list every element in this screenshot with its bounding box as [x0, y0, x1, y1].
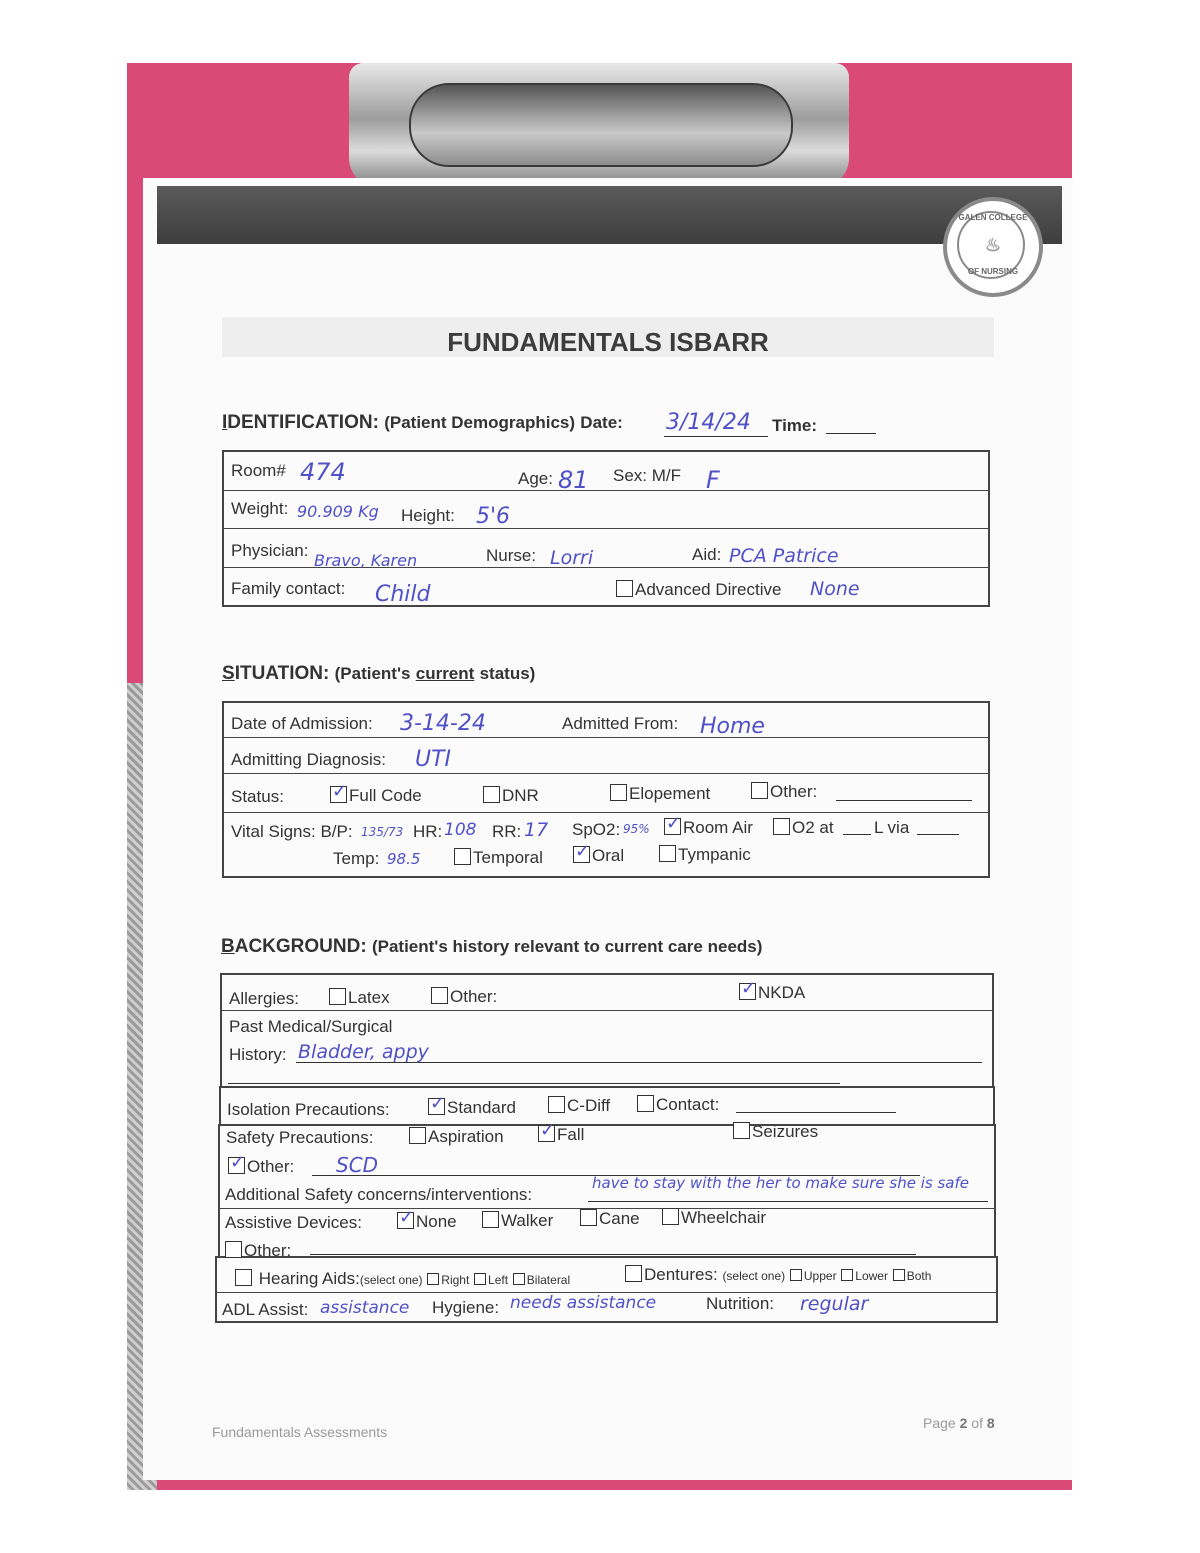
hr-label: HR:: [413, 822, 443, 841]
bilateral-checkbox[interactable]: [513, 1273, 525, 1285]
sex-value[interactable]: F: [706, 466, 720, 494]
seal-top-text: GALEN COLLEGE: [958, 213, 1028, 222]
checkbox-icon[interactable]: [225, 1241, 242, 1258]
checkbox-icon[interactable]: [637, 1095, 654, 1112]
college-seal-logo: GALEN COLLEGE ♨ OF NURSING: [943, 197, 1043, 297]
pmh-history-label: History:: [229, 1045, 287, 1064]
safety-other-value[interactable]: SCD: [336, 1153, 379, 1177]
checkbox-icon[interactable]: [482, 1211, 499, 1228]
allergy-other-option[interactable]: Other:: [431, 987, 497, 1007]
nurse-label: Nurse:: [486, 546, 537, 565]
hearing-aids-row: Hearing Aids:(select one) Right Left Bilateral: [235, 1269, 570, 1289]
identification-heading: IDENTIFICATION: (Patient Demographics) Date:: [222, 412, 623, 433]
assistive-devices-label: Assistive Devices:: [225, 1213, 362, 1232]
checkbox-icon[interactable]: [610, 784, 627, 801]
pmh-value[interactable]: Bladder, appy: [298, 1041, 429, 1063]
form-title: FUNDAMENTALS ISBARR: [447, 327, 769, 357]
room-air-option[interactable]: ✓ Room Air: [664, 818, 753, 838]
checkbox-checked-icon[interactable]: [228, 1157, 245, 1174]
walker-option[interactable]: Walker: [482, 1211, 553, 1231]
fall-option[interactable]: ✓ Fall: [538, 1125, 584, 1145]
diagnosis-value[interactable]: UTI: [415, 747, 452, 772]
standard-option[interactable]: ✓ Standard: [428, 1098, 516, 1118]
footer-title: Fundamentals Assessments: [212, 1424, 388, 1440]
checkbox-icon[interactable]: [548, 1096, 565, 1113]
checkbox-icon[interactable]: [662, 1208, 679, 1225]
hygiene-label: Hygiene:: [432, 1298, 500, 1317]
allergies-label: Allergies:: [229, 989, 299, 1008]
nurse-value[interactable]: Lorri: [550, 547, 594, 569]
date-value[interactable]: 3/14/24: [666, 410, 751, 435]
checkbox-icon[interactable]: [431, 987, 448, 1004]
checkbox-icon[interactable]: [751, 782, 768, 799]
adl-assist-value[interactable]: assistance: [320, 1298, 410, 1318]
checkbox-icon[interactable]: [454, 848, 471, 865]
dentures-row: Dentures: (select one) Upper Lower Both: [625, 1265, 931, 1285]
hr-value[interactable]: 108: [444, 820, 477, 840]
status-other-option[interactable]: Other:: [751, 782, 817, 802]
rr-label: RR:: [492, 822, 522, 841]
admitted-from-label: Admitted From:: [562, 714, 679, 733]
contact-option[interactable]: Contact:: [637, 1095, 719, 1115]
situation-heading: SITUATION: (Patient's current status): [222, 663, 536, 684]
admitted-from-value[interactable]: Home: [700, 714, 765, 739]
adl-assist-label: ADL Assist:: [222, 1300, 309, 1319]
family-contact-label: Family contact:: [231, 579, 346, 598]
checkbox-icon[interactable]: [773, 818, 790, 835]
nutrition-value[interactable]: regular: [800, 1293, 869, 1315]
room-label: Room#: [231, 461, 286, 480]
additional-safety-value[interactable]: have to stay with the her to make sure she is safe: [592, 1174, 969, 1192]
aid-label: Aid:: [692, 545, 722, 564]
nkda-option[interactable]: ✓ NKDA: [739, 983, 805, 1003]
additional-safety-label: Additional Safety concerns/interventions:: [225, 1185, 533, 1204]
checkbox-checked-icon[interactable]: [397, 1212, 414, 1229]
family-contact-value[interactable]: Child: [375, 582, 431, 607]
status-other-field[interactable]: [836, 800, 972, 801]
physician-value[interactable]: Bravo, Karen: [314, 551, 418, 570]
page-indicator: Page 2 of 8: [923, 1415, 995, 1431]
physician-label: Physician:: [231, 541, 309, 560]
aid-value[interactable]: PCA Patrice: [729, 545, 839, 567]
height-value[interactable]: 5'6: [476, 504, 511, 529]
checkbox-checked-icon[interactable]: [573, 846, 590, 863]
checkbox-icon[interactable]: [733, 1122, 750, 1139]
l-via-label: L via: [874, 818, 910, 837]
time-field[interactable]: [826, 433, 876, 434]
checkbox-checked-icon[interactable]: [664, 818, 681, 835]
advanced-directive-value[interactable]: None: [810, 578, 860, 600]
height-label: Height:: [401, 506, 455, 525]
checkbox-checked-icon[interactable]: [538, 1125, 555, 1142]
checkbox-checked-icon[interactable]: [739, 983, 756, 1000]
safety-other-option[interactable]: ✓Other:: [228, 1157, 294, 1177]
isolation-label: Isolation Precautions:: [227, 1100, 390, 1119]
clipboard-clip: [349, 63, 849, 188]
pmh-label: Past Medical/Surgical: [229, 1017, 393, 1036]
checkbox-icon[interactable]: [483, 786, 500, 803]
temp-label: Temp:: [333, 849, 380, 868]
room-value[interactable]: 474: [300, 458, 346, 486]
age-label: Age:: [518, 469, 553, 488]
checkbox-icon[interactable]: [659, 845, 676, 862]
time-label: Time:: [772, 416, 818, 435]
diagnosis-label: Admitting Diagnosis:: [231, 750, 386, 769]
elopement-option[interactable]: Elopement: [610, 784, 710, 804]
none-option[interactable]: ✓ None: [397, 1212, 457, 1232]
seal-bottom-text: OF NURSING: [967, 267, 1019, 276]
aspiration-option[interactable]: Aspiration: [409, 1127, 504, 1147]
both-checkbox[interactable]: [893, 1269, 905, 1281]
dnr-option[interactable]: DNR: [483, 786, 539, 806]
wheelchair-option[interactable]: Wheelchair: [662, 1208, 766, 1228]
bp-value[interactable]: 135/73: [361, 825, 404, 839]
vitals-label: Vital Signs: B/P:: [231, 822, 353, 841]
checkbox-checked-icon[interactable]: [428, 1098, 445, 1115]
weight-label: Weight:: [231, 499, 289, 518]
latex-option[interactable]: Latex: [329, 988, 390, 1008]
safety-label: Safety Precautions:: [226, 1128, 374, 1147]
o2-option[interactable]: O2 at: [773, 818, 834, 838]
checkbox-icon[interactable]: [616, 580, 633, 597]
checkbox-checked-icon[interactable]: [330, 786, 347, 803]
checkbox-icon[interactable]: [329, 988, 346, 1005]
seizures-option[interactable]: Seizures: [733, 1122, 818, 1142]
admission-date-label: Date of Admission:: [231, 714, 373, 733]
checkbox-icon[interactable]: [409, 1127, 426, 1144]
admission-date-value[interactable]: 3-14-24: [400, 711, 486, 736]
cdiff-option[interactable]: C-Diff: [548, 1096, 610, 1116]
rr-value[interactable]: 17: [524, 819, 549, 841]
tympanic-option[interactable]: Tympanic: [659, 845, 751, 865]
nutrition-label: Nutrition:: [706, 1294, 775, 1313]
assistive-other-option[interactable]: Other:: [225, 1241, 291, 1261]
weight-value[interactable]: 90.909 Kg: [297, 502, 379, 521]
temporal-option[interactable]: Temporal: [454, 848, 543, 868]
oral-option[interactable]: ✓ Oral: [573, 846, 624, 866]
full-code-option[interactable]: ✓ Full Code: [330, 786, 422, 806]
right-checkbox[interactable]: [427, 1273, 439, 1285]
sex-label: Sex: M/F: [613, 466, 682, 485]
hearing-aids-checkbox[interactable]: [235, 1269, 252, 1286]
checkbox-icon[interactable]: [580, 1209, 597, 1226]
cane-option[interactable]: Cane: [580, 1209, 640, 1229]
advanced-directive-checkbox[interactable]: Advanced Directive: [616, 580, 781, 600]
age-value[interactable]: 81: [558, 466, 589, 494]
spo2-value[interactable]: 95%: [623, 822, 650, 836]
dentures-checkbox[interactable]: [625, 1265, 642, 1282]
left-checkbox[interactable]: [474, 1273, 486, 1285]
background-heading: BACKGROUND: (Patient's history relevant to current care needs): [221, 936, 763, 957]
header-bar: [157, 186, 1062, 244]
lower-checkbox[interactable]: [841, 1269, 853, 1281]
hygiene-value[interactable]: needs assistance: [510, 1293, 657, 1313]
temp-value[interactable]: 98.5: [387, 850, 421, 868]
upper-checkbox[interactable]: [790, 1269, 802, 1281]
status-label: Status:: [231, 787, 284, 806]
spo2-label: SpO2:: [572, 820, 621, 839]
